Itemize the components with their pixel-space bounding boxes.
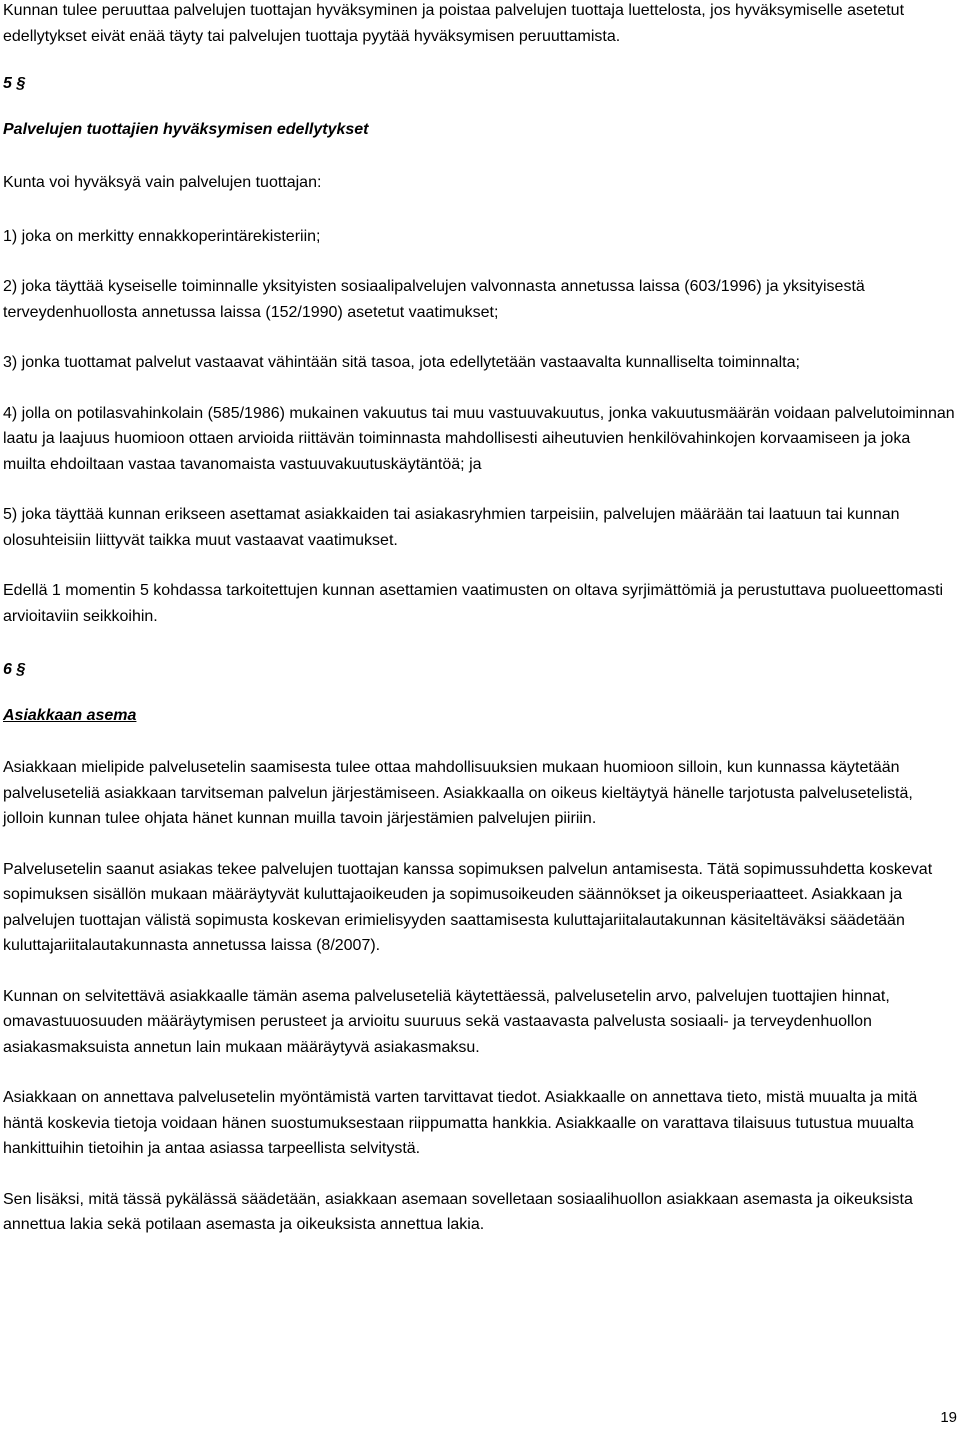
- document-page: [3, 0, 957, 1238]
- section-5-item-2: 2) joka täyttää kyseiselle toiminnalle yksityisten sosiaalipalvelujen valvonnasta annetussa laissa (603/1996) ja yksityisestä terveydenhuollosta annetussa laissa (152/1990) asetetut vaatimukset;: [3, 278, 865, 321]
- section-5-item-5: 5) joka täyttää kunnan erikseen asettamat asiakkaiden tai asiakasryhmien tarpeisiin, palvelujen määrään tai laatuun tai kunnan olosuhteisiin liittyvät taikka muut vastaavat vaatimukset.: [3, 506, 900, 549]
- section-6-paragraph-1: Asiakkaan mielipide palvelusetelin saamisesta tulee ottaa mahdollisuuksien mukaan huomioon silloin, kun kunnassa käytetään palveluseteliä asiakkaan tarvitseman palvelun järjestämiseen. Asiakkaalla on oikeus kieltäytyä hänelle tarjotusta palvelusetelistä, jolloin kunnan tulee ohjata hänet kunnan muilla tavoin järjestämien palvelujen piiriin.: [3, 759, 913, 827]
- intro-paragraph: Kunnan tulee peruuttaa palvelujen tuottajan hyväksyminen ja poistaa palvelujen tuottaja luettelosta, jos hyväksymiselle asetetut edellytykset eivät enää täyty tai palvelujen tuottaja pyytää hyväksymisen peruuttamista.: [3, 2, 905, 45]
- section-6-paragraph-3: Kunnan on selvitettävä asiakkaalle tämän asema palveluseteliä käytettäessä, palvelusetelin arvo, palvelujen tuottajien hinnat, omavastuuosuuden määräytymisen perusteet ja arvioitu suuruus sekä vastaavasta palvelusta sosiaali- ja terveydenhuollon asiakasmaksuista annetun lain mukaan määräytyvä asiakasmaksu.: [3, 987, 890, 1056]
- section-6-title: Asiakkaan asema: [3, 707, 137, 724]
- section-6-paragraph-4: Asiakkaan on annettava palvelusetelin myöntämistä varten tarvittavat tiedot. Asiakkaalle on annettava tieto, mistä muualta ja mitä häntä koskevia tietoja voidaan hänen suostumuksestaan riippumatta hankkia. Asiakkaalle on varattava tilaisuus tutustua muualta hankittuihin tietoihin ja antaa asiassa tarpeellista selvitystä.: [3, 1089, 918, 1157]
- section-6-paragraph-2: Palvelusetelin saanut asiakas tekee palvelujen tuottajan kanssa sopimuksen palvelun antamisesta. Tätä sopimussuhdetta koskevat sopimuksen sisällön mukaan määräytyvät kuluttajaoikeuden ja sopimusoikeuden säännökset ja oikeusperiaatteet. Asiakkaan ja palvelujen tuottajan välistä sopimusta koskevan erimielisyyden saattamisesta kuluttajariitalautakunnan käsiteltäväksi säädetään kuluttajariitalautakunnasta annetussa laissa (8/2007).: [3, 860, 933, 954]
- section-5-closing: Edellä 1 momentin 5 kohdassa tarkoitettujen kunnan asettamien vaatimusten on oltava syrjimättömiä ja perustuttava puolueettomasti arvioitaviin seikkoihin.: [3, 582, 944, 625]
- section-5-lead: Kunta voi hyväksyä vain palvelujen tuottajan:: [3, 174, 322, 191]
- section-5-number: 5 §: [3, 75, 26, 92]
- section-5-item-1: 1) joka on merkitty ennakkoperintärekisteriin;: [3, 227, 321, 245]
- page-number: 19: [940, 1409, 957, 1426]
- section-5-item-4: 4) jolla on potilasvahinkolain (585/1986) mukainen vakuutus tai muu vastuuvakuutus, jonka vakuutusmäärän voidaan palvelutoiminnan laatu ja laajuus huomioon ottaen arvioida riittävän toiminnasta mahdollisesti aiheutuvien henkilövahinkojen korvaamiseen ja joka muilta ehdoiltaan vastaa tavanomaista vastuuvakuutuskäytäntöä; ja: [3, 404, 955, 473]
- section-6-number: 6 §: [3, 661, 26, 678]
- section-5-item-3: 3) jonka tuottamat palvelut vastaavat vähintään sitä tasoa, jota edellytetään vastaavalta kunnalliselta toiminnalta;: [3, 354, 800, 371]
- section-6-paragraph-5: Sen lisäksi, mitä tässä pykälässä säädetään, asiakkaan asemaan sovelletaan sosiaalihuollon asiakkaan asemasta ja oikeuksista annettua lakia sekä potilaan asemasta ja oikeuksista annettua lakia.: [3, 1190, 913, 1233]
- section-5-title: Palvelujen tuottajien hyväksymisen edellytykset: [3, 121, 369, 138]
